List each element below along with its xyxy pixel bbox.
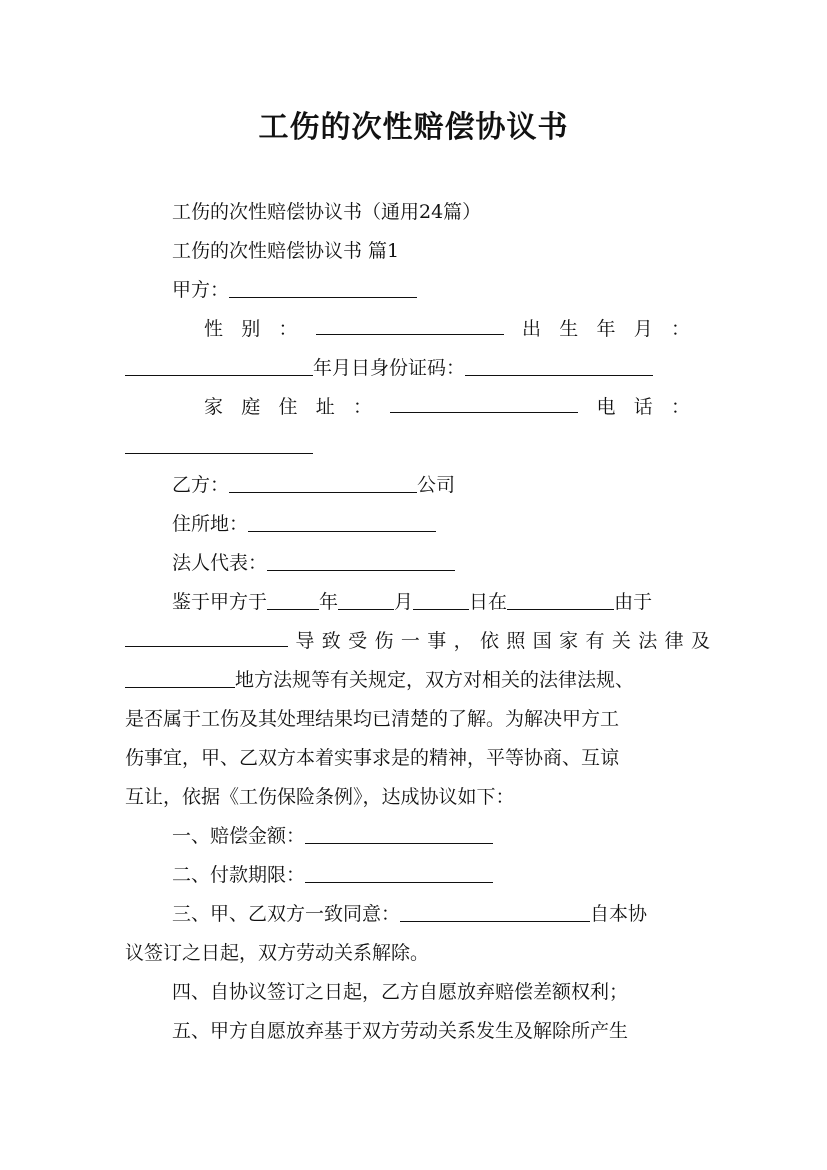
item-3-label: 三、甲、乙双方一致同意： xyxy=(172,903,401,925)
party-b-label: 乙方： xyxy=(172,474,230,496)
item-1-label: 一、赔偿金额： xyxy=(172,825,306,847)
birth-id-line xyxy=(125,355,710,381)
item-2-label: 二、付款期限： xyxy=(172,864,306,886)
blank-line xyxy=(413,591,469,610)
text-char: 生 xyxy=(559,318,579,340)
text-char: 出 xyxy=(521,318,541,340)
subtitle: 工伤的次性赔偿协议书（通用24篇） xyxy=(172,201,482,223)
text-char: 关 xyxy=(611,630,631,652)
paragraph-line-3 xyxy=(125,667,710,693)
text-char: ： xyxy=(353,396,373,418)
party-b-suffix: 公司 xyxy=(417,474,456,496)
text-char: 致 xyxy=(321,630,341,652)
blank-line xyxy=(267,591,319,610)
party-a-line xyxy=(172,277,757,303)
text-char: 话 xyxy=(633,396,653,418)
item-3-suffix: 自本协 xyxy=(590,903,648,925)
paragraph-line-6: 互让，依据《工伤保险条例》，达成协议如下： xyxy=(125,786,515,808)
para-text: 鉴于甲方于 xyxy=(172,591,268,613)
item-1-line xyxy=(172,823,757,849)
phone-blank-line xyxy=(125,433,710,459)
text-char: 受 xyxy=(348,630,368,652)
blank-line xyxy=(229,474,417,493)
blank-line xyxy=(390,394,578,413)
chapter-heading: 工伤的次性赔偿协议书 篇1 xyxy=(172,240,400,262)
domicile-label: 住所地： xyxy=(172,513,249,535)
text-char: ： xyxy=(670,318,690,340)
paragraph-line-5: 伤事宜，甲、乙双方本着实事求是的精神，平等协商、互谅 xyxy=(125,747,620,769)
text-char: 电 xyxy=(596,396,616,418)
para-text: 地方法规等有关规定，双方对相关的法律法规、 xyxy=(235,669,635,691)
para-text: 年 xyxy=(319,591,339,613)
text-char: 照 xyxy=(506,630,526,652)
text-char: 住 xyxy=(278,396,298,418)
text-char: 别 xyxy=(241,318,261,340)
blank-line xyxy=(507,591,614,610)
text-char: ： xyxy=(670,396,690,418)
legal-rep-label: 法人代表： xyxy=(172,552,268,574)
blank-line xyxy=(229,279,417,298)
text-char: 家 xyxy=(559,630,579,652)
blank-line xyxy=(125,669,235,688)
item-4-line: 四、自协议签订之日起，乙方自愿放弃赔偿差额权利； xyxy=(172,981,629,1003)
text-char: 月 xyxy=(633,318,653,340)
blank-line xyxy=(305,825,493,844)
text-char: 及 xyxy=(690,630,710,652)
address-phone-line xyxy=(204,394,690,420)
text-char: 址 xyxy=(315,396,335,418)
gender-birth-line xyxy=(204,316,690,342)
item-3-continued: 议签订之日起，双方劳动关系解除。 xyxy=(125,942,430,964)
item-2-line xyxy=(172,862,757,888)
party-a-label: 甲方： xyxy=(172,279,230,301)
text-char: 律 xyxy=(664,630,684,652)
item-3-line xyxy=(172,901,757,927)
text-char: 一 xyxy=(400,630,420,652)
blank-line xyxy=(125,628,288,647)
text-char: 事 xyxy=(427,630,447,652)
birth-id-label: 年月日身份证码： xyxy=(313,357,466,379)
para-text: 日在 xyxy=(469,591,508,613)
blank-line xyxy=(400,903,590,922)
text-char: 依 xyxy=(479,630,499,652)
blank-line xyxy=(248,513,436,532)
para-text: 由于 xyxy=(614,591,653,613)
text-char: 年 xyxy=(596,318,616,340)
text-char: 伤 xyxy=(374,630,394,652)
paragraph-line-2 xyxy=(125,628,710,654)
text-char: 庭 xyxy=(241,396,261,418)
blank-line xyxy=(305,864,493,883)
blank-line xyxy=(316,316,504,335)
domicile-line xyxy=(172,511,757,537)
item-5-line: 五、甲方自愿放弃基于双方劳动关系发生及解除所产生 xyxy=(172,1020,629,1042)
blank-line xyxy=(125,435,313,454)
text-char: 性 xyxy=(204,318,224,340)
party-b-line xyxy=(172,472,757,498)
paragraph-line-4: 是否属于工伤及其处理结果均已清楚的了解。为解决甲方工 xyxy=(125,708,620,730)
blank-line xyxy=(465,357,653,376)
text-char: ： xyxy=(278,318,298,340)
text-char: 法 xyxy=(638,630,658,652)
document-title: 工伤的次性赔偿协议书 xyxy=(258,110,569,145)
blank-line xyxy=(338,591,394,610)
text-char: 家 xyxy=(204,396,224,418)
blank-line xyxy=(125,357,313,376)
text-char: 导 xyxy=(295,630,315,652)
para-text: 月 xyxy=(394,591,414,613)
blank-line xyxy=(267,552,455,571)
text-char: 国 xyxy=(532,630,552,652)
text-char: ， xyxy=(453,630,473,652)
paragraph-line-1 xyxy=(172,589,712,615)
legal-rep-line xyxy=(172,550,757,576)
text-char: 有 xyxy=(585,630,605,652)
